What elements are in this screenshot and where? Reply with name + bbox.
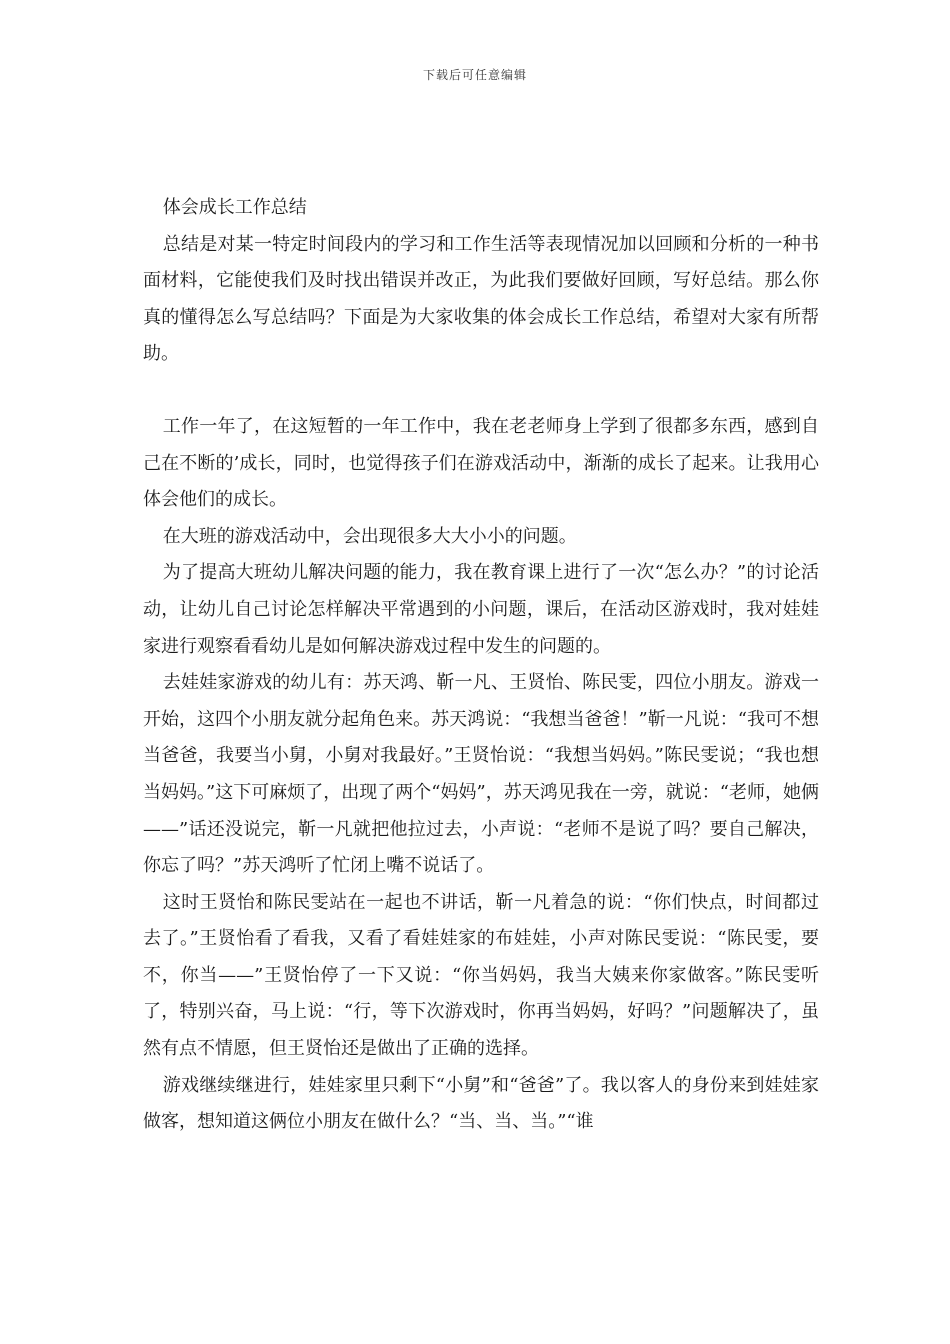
document-body <box>143 190 819 1141</box>
paragraph: 去娃娃家游戏的幼儿有：苏天鸿、靳一凡、王贤怡、陈民雯，四位小朋友。游戏一开始，这四个小朋友就分起角色来。苏天鸿说：“我想当爸爸！”靳一凡说：“我可不想当爸爸，我要当小舅，小舅对我最好。”王贤怡说：“我想当妈妈。”陈民雯说；“我也想当妈妈。”这下可麻烦了，出现了两个“妈妈”，苏天鸿见我在一旁，就说：“老师，她俩——”话还没说完，靳一凡就把他拉过去，小声说：“老师不是说了吗？要自己解决，你忘了吗？”苏天鸿听了忙闭上嘴不说话了。 <box>143 672 819 877</box>
paragraph: 这时王贤怡和陈民雯站在一起也不讲话，靳一凡着急的说：“你们快点，时间都过去了。”王贤怡看了看我，又看了看娃娃家的布娃娃，小声对陈民雯说：“陈民雯，要不，你当——”王贤怡停了一下又说：“你当妈妈，我当大姨来你家做客。”陈民雯听了，特别兴奋，马上说：“行，等下次游戏时，你再当妈妈，好吗？”问题解决了，虽然有点不情愿，但王贤怡还是做出了正确的选择。 <box>143 891 819 1060</box>
paragraph: 游戏继续继进行，娃娃家里只剩下“小舅”和“爸爸”了。我以客人的身份来到娃娃家做客，想知道这俩位小朋友在做什么？“当、当、当。”“谁 <box>143 1074 819 1133</box>
paragraph: 在大班的游戏活动中，会出现很多大大小小的问题。 <box>162 525 577 547</box>
paragraph: 工作一年了，在这短暂的一年工作中，我在老老师身上学到了很都多东西，感到自己在不断的’成长，同时，也觉得孩子们在游戏活动中，渐渐的成长了起来。让我用心体会他们的成长。 <box>143 415 819 511</box>
paragraph: 为了提高大班幼儿解决问题的能力，我在教育课上进行了一次“怎么办？”的讨论活动，让幼儿自己讨论怎样解决平常遇到的小问题，课后，在活动区游戏时，我对娃娃家进行观察看看幼儿是如何解决游戏过程中发生的问题的。 <box>143 562 819 657</box>
page-header: 下载后可任意编辑 <box>422 68 527 82</box>
document-title: 体会成长工作总结 <box>162 197 307 218</box>
paragraph-intro: 总结是对某一特定时间段内的学习和工作生活等表现情况加以回顾和分析的一种书面材料，它能使我们及时找出错误并改正，为此我们要做好回顾，写好总结。那么你真的懂得怎么写总结吗？下面是为大家收集的体会成长工作总结，希望对大家有所帮助。 <box>143 233 819 365</box>
